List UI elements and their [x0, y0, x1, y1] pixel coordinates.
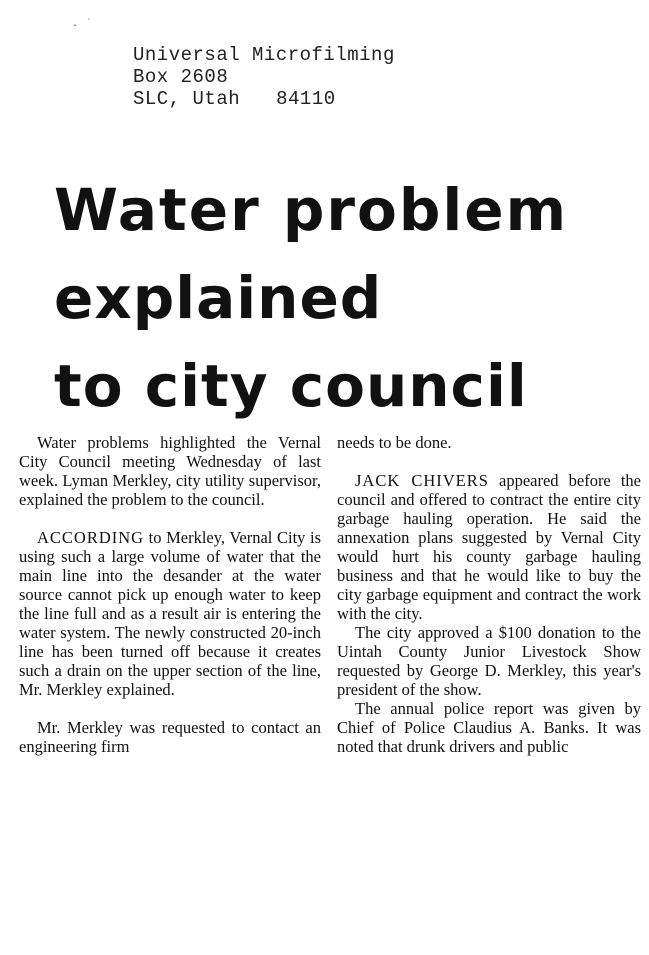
paragraph-engineering-firm: Mr. Merkley was requested to contact an engineering firm: [19, 718, 321, 756]
paragraph-police-report: The annual police report was given by Chief of Police Claudius A. Banks. It was noted that drunk drivers and public: [337, 699, 641, 756]
headline-line-1: Water problem: [54, 176, 569, 244]
microfilm-address-stamp: [133, 44, 395, 110]
stamp-zip: 84110: [276, 88, 336, 110]
article-headline: [54, 166, 568, 430]
paragraph-needs-to-be-done: needs to be done.: [337, 433, 452, 452]
scan-mark: . ˙: [72, 18, 94, 29]
paragraph-according: [19, 528, 321, 699]
paragraph-body: appeared before the council and offered to contract the entire city garbage hauling operation. He said the annexation plans suggested by Vernal City would hurt his county garbage hauling business and that he would like to buy the city garbage equipment and contract the work with the city.: [337, 471, 641, 623]
article-column-right: [337, 433, 641, 756]
paragraph-jack-chivers: [337, 471, 641, 623]
paragraph-livestock-donation: The city approved a $100 donation to the Uintah County Junior Livestock Show requested by George D. Merkley, this year's president of the show.: [337, 623, 641, 699]
headline-line-2: explained: [54, 264, 383, 332]
stamp-city: SLC, Utah: [133, 88, 241, 110]
stamp-company: Universal Microfilming: [133, 44, 395, 66]
paragraph-lead-word: ACCORDING: [37, 528, 145, 547]
article-column-left: [19, 433, 321, 756]
stamp-box: Box 2608: [133, 66, 229, 88]
headline-line-3: to city council: [54, 352, 528, 420]
paragraph-body: to Merkley, Vernal City is using such a large volume of water that the main line into the desander at the water source cannot pick up enough water to keep the line full and as a result air is entering the water system. The newly constructed 20-inch line has been turned off because it creates such a drain on the upper section of the line, Mr. Merkley explained.: [19, 528, 321, 699]
paragraph-lead-word: JACK CHIVERS: [355, 471, 489, 490]
paragraph-water-problems: Water problems highlighted the Vernal City Council meeting Wednesday of last week. Lyman Merkley, city utility supervisor, explained the problem to the council.: [19, 433, 321, 509]
